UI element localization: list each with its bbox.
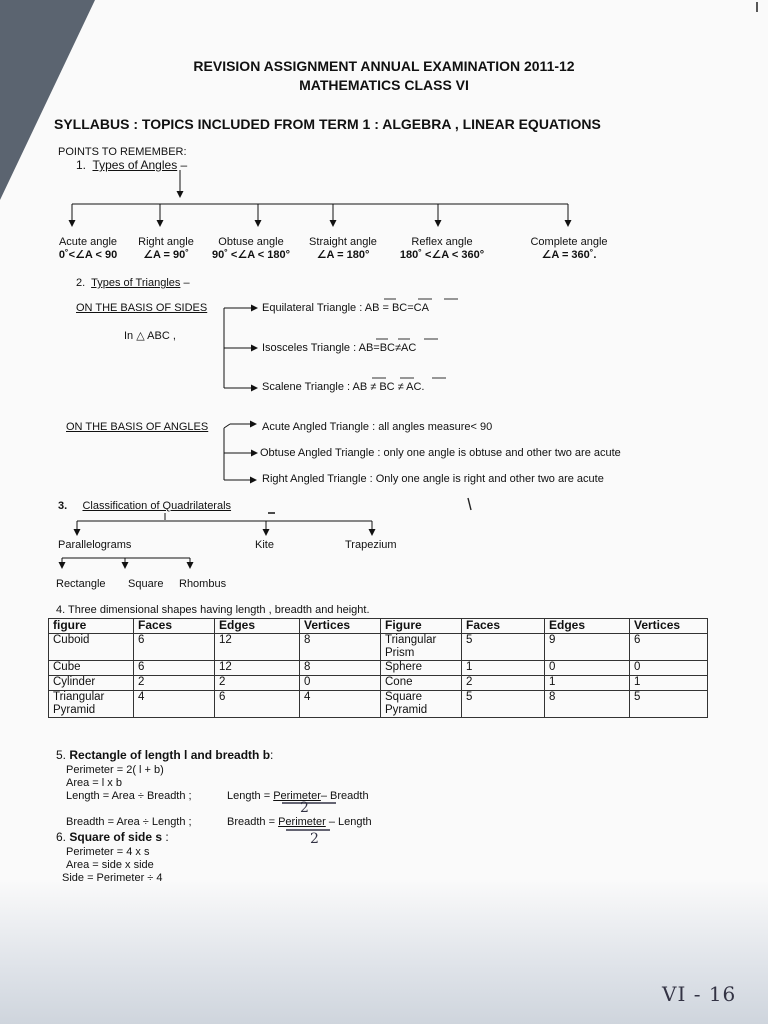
angle-complete: Complete angle ∠A = 360˚. <box>530 236 608 261</box>
col-header: figure <box>49 619 134 634</box>
angles-basis-label: ON THE BASIS OF ANGLES <box>66 421 209 433</box>
table-cell: 8 <box>545 691 630 718</box>
angle-straight: Straight angle ∠A = 180° <box>309 236 377 261</box>
square-label: Square <box>128 578 164 590</box>
angles-heading: 1. Types of Angles – <box>76 158 188 172</box>
square-perimeter: Perimeter = 4 x s <box>66 846 150 858</box>
table-cell: 6 <box>134 661 215 676</box>
angle-obtuse: Obtuse angle 90˚ <∠A < 180° <box>211 236 291 261</box>
table-cell: 0 <box>300 676 381 691</box>
table-row <box>49 634 708 661</box>
quadrilaterals-heading: 3. Classification of Quadrilaterals <box>58 500 232 512</box>
table-cell: 0 <box>630 661 708 676</box>
handwritten-two-1: 2 <box>300 800 309 816</box>
table-cell: 1 <box>545 676 630 691</box>
table-cell: 12 <box>215 634 300 661</box>
table-header-row <box>49 619 708 634</box>
table-cell: Cone <box>381 676 462 691</box>
col-header: Figure <box>381 619 462 634</box>
table-cell: 2 <box>134 676 215 691</box>
table-cell: 0 <box>545 661 630 676</box>
parallelograms-label: Parallelograms <box>58 539 132 551</box>
handwritten-two-2: 2 <box>310 831 319 847</box>
table-cell: 5 <box>462 634 545 661</box>
triangles-heading: 2. Types of Triangles – <box>76 277 190 289</box>
right-triangle-rule: Right Angled Triangle : Only one angle is right and other two are acute <box>262 473 604 485</box>
table-cell: Triangular Pyramid <box>49 691 134 718</box>
isosceles-rule: Isosceles Triangle : AB=BC≠AC <box>262 342 417 354</box>
table-row <box>49 676 708 691</box>
table-cell: 9 <box>545 634 630 661</box>
points-label: POINTS TO REMEMBER: <box>58 146 187 158</box>
table-cell: 2 <box>462 676 545 691</box>
trapezium-label: Trapezium <box>345 539 397 551</box>
table-cell: 1 <box>630 676 708 691</box>
table-cell: 1 <box>462 661 545 676</box>
syllabus-line: SYLLABUS : TOPICS INCLUDED FROM TERM 1 : ALGEBRA , LINEAR EQUATIONS <box>54 116 601 132</box>
table-cell: 6 <box>215 691 300 718</box>
angle-reflex: Reflex angle 180˚ <∠A < 360° <box>399 236 485 261</box>
angle-acute: Acute angle 0˚<∠A < 90 <box>58 236 118 261</box>
rect-area: Area = l x b <box>66 777 122 789</box>
rect-perimeter: Perimeter = 2( l + b) <box>66 764 164 776</box>
col-header: Faces <box>462 619 545 634</box>
solids-table <box>48 618 708 718</box>
col-header: Edges <box>215 619 300 634</box>
table-cell: 8 <box>300 661 381 676</box>
solids-heading: 4. Three dimensional shapes having length , breadth and height. <box>56 604 370 616</box>
square-side: Side = Perimeter ÷ 4 <box>62 872 163 884</box>
angle-right: Right angle ∠A = 90˚ <box>138 236 194 261</box>
rect-breadth-2: Breadth = Perimeter – Length <box>227 816 372 828</box>
rhombus-label: Rhombus <box>179 578 227 590</box>
table-cell: 6 <box>630 634 708 661</box>
equilateral-rule: Equilateral Triangle : AB = BC=CA <box>262 302 429 314</box>
col-header: Faces <box>134 619 215 634</box>
rect-length-1: Length = Area ÷ Breadth ; <box>66 790 192 802</box>
document-title: REVISION ASSIGNMENT ANNUAL EXAMINATION 2011-12 <box>193 58 575 74</box>
square-area: Area = side x side <box>66 859 154 871</box>
rect-breadth-1: Breadth = Area ÷ Length ; <box>66 816 192 828</box>
table-cell: 5 <box>462 691 545 718</box>
rectangle-label: Rectangle <box>56 578 106 590</box>
table-cell: 5 <box>630 691 708 718</box>
table-cell: 4 <box>300 691 381 718</box>
table-cell: Cube <box>49 661 134 676</box>
rectangle-heading: 5. Rectangle of length l and breadth b: <box>56 748 274 762</box>
acute-triangle-rule: Acute Angled Triangle : all angles measure< 90 <box>262 421 493 433</box>
table-cell: 6 <box>134 634 215 661</box>
table-cell: Sphere <box>381 661 462 676</box>
table-cell: Cylinder <box>49 676 134 691</box>
table-cell: Cuboid <box>49 634 134 661</box>
table-cell: Square Pyramid <box>381 691 462 718</box>
rect-length-2: Length = Perimeter– Breadth <box>227 790 369 802</box>
table-row <box>49 691 708 718</box>
col-header: Edges <box>545 619 630 634</box>
table-cell: 8 <box>300 634 381 661</box>
table-row <box>49 661 708 676</box>
in-abc-note: In △ ABC , <box>124 330 176 342</box>
table-cell: Triangular Prism <box>381 634 462 661</box>
table-cell: 12 <box>215 661 300 676</box>
page-mark: VI - 16 <box>662 982 737 1006</box>
square-heading: 6. Square of side s : <box>56 830 169 844</box>
table-cell: 4 <box>134 691 215 718</box>
kite-label: Kite <box>255 539 274 551</box>
sides-label: ON THE BASIS OF SIDES <box>76 302 208 314</box>
scalene-rule: Scalene Triangle : AB ≠ BC ≠ AC. <box>262 381 425 393</box>
obtuse-triangle-rule: Obtuse Angled Triangle : only one angle is obtuse and other two are acute <box>260 447 621 459</box>
col-header: Vertices <box>630 619 708 634</box>
table-cell: 2 <box>215 676 300 691</box>
document-subtitle: MATHEMATICS CLASS VI <box>299 77 469 93</box>
col-header: Vertices <box>300 619 381 634</box>
